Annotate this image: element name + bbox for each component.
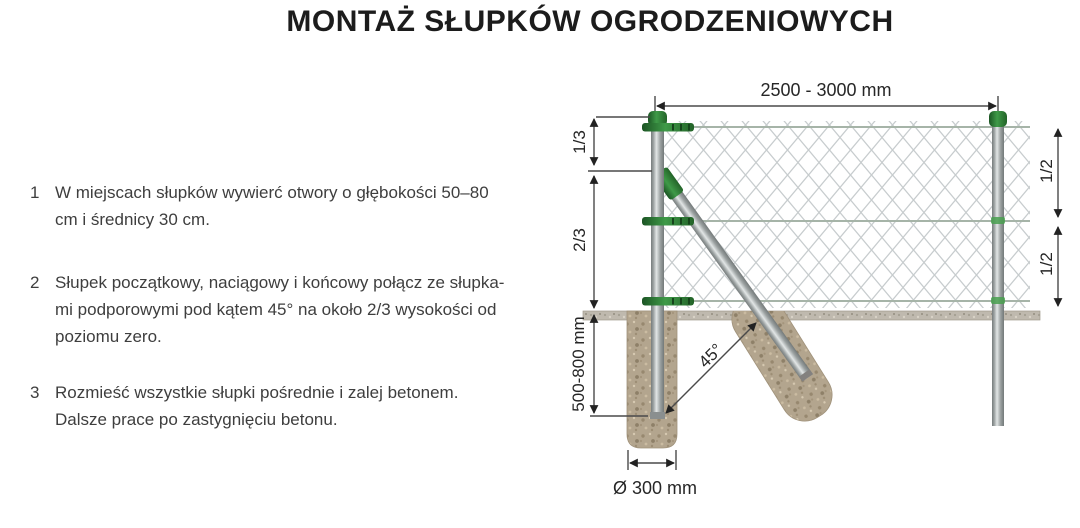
dimension-label-upper-half: 1/2 <box>1036 159 1056 183</box>
instruction-number: 2 <box>30 273 40 292</box>
instruction-number: 3 <box>30 383 40 402</box>
instruction-text: W miejscach słupków wywierć otwory o głębokości 50–80 cm i średnicy 30 cm. <box>55 183 489 229</box>
instruction-number: 1 <box>30 183 40 202</box>
dimension-label-spacing: 2500 - 3000 mm <box>760 80 892 100</box>
instruction-text: Rozmieść wszystkie słupki pośrednie i zalej betonem. Dalsze prace po zastygnięciu betonu. <box>55 383 459 429</box>
dimension-label-depth: 500-800 mm <box>568 316 588 412</box>
dimension-label-lower-half: 1/2 <box>1036 252 1056 276</box>
dimension-label-two-thirds: 2/3 <box>569 228 589 252</box>
dimension-label-one-third: 1/3 <box>569 130 589 154</box>
page-title: MONTAŻ SŁUPKÓW OGRODZENIOWYCH <box>286 5 894 38</box>
chain-link-mesh <box>660 121 1030 308</box>
right-post-cap <box>989 111 1007 127</box>
instruction-text: Słupek początkowy, naciągowy i końcowy połącz ze słupka-mi podporowymi pod kątem 45° na około 2/3 wysokości od poziomu zero. <box>55 273 505 346</box>
post-bottom-cap <box>650 412 665 419</box>
dimension-label-diameter: Ø 300 mm <box>612 478 698 498</box>
dimension-label-angle: 45° <box>694 339 727 372</box>
